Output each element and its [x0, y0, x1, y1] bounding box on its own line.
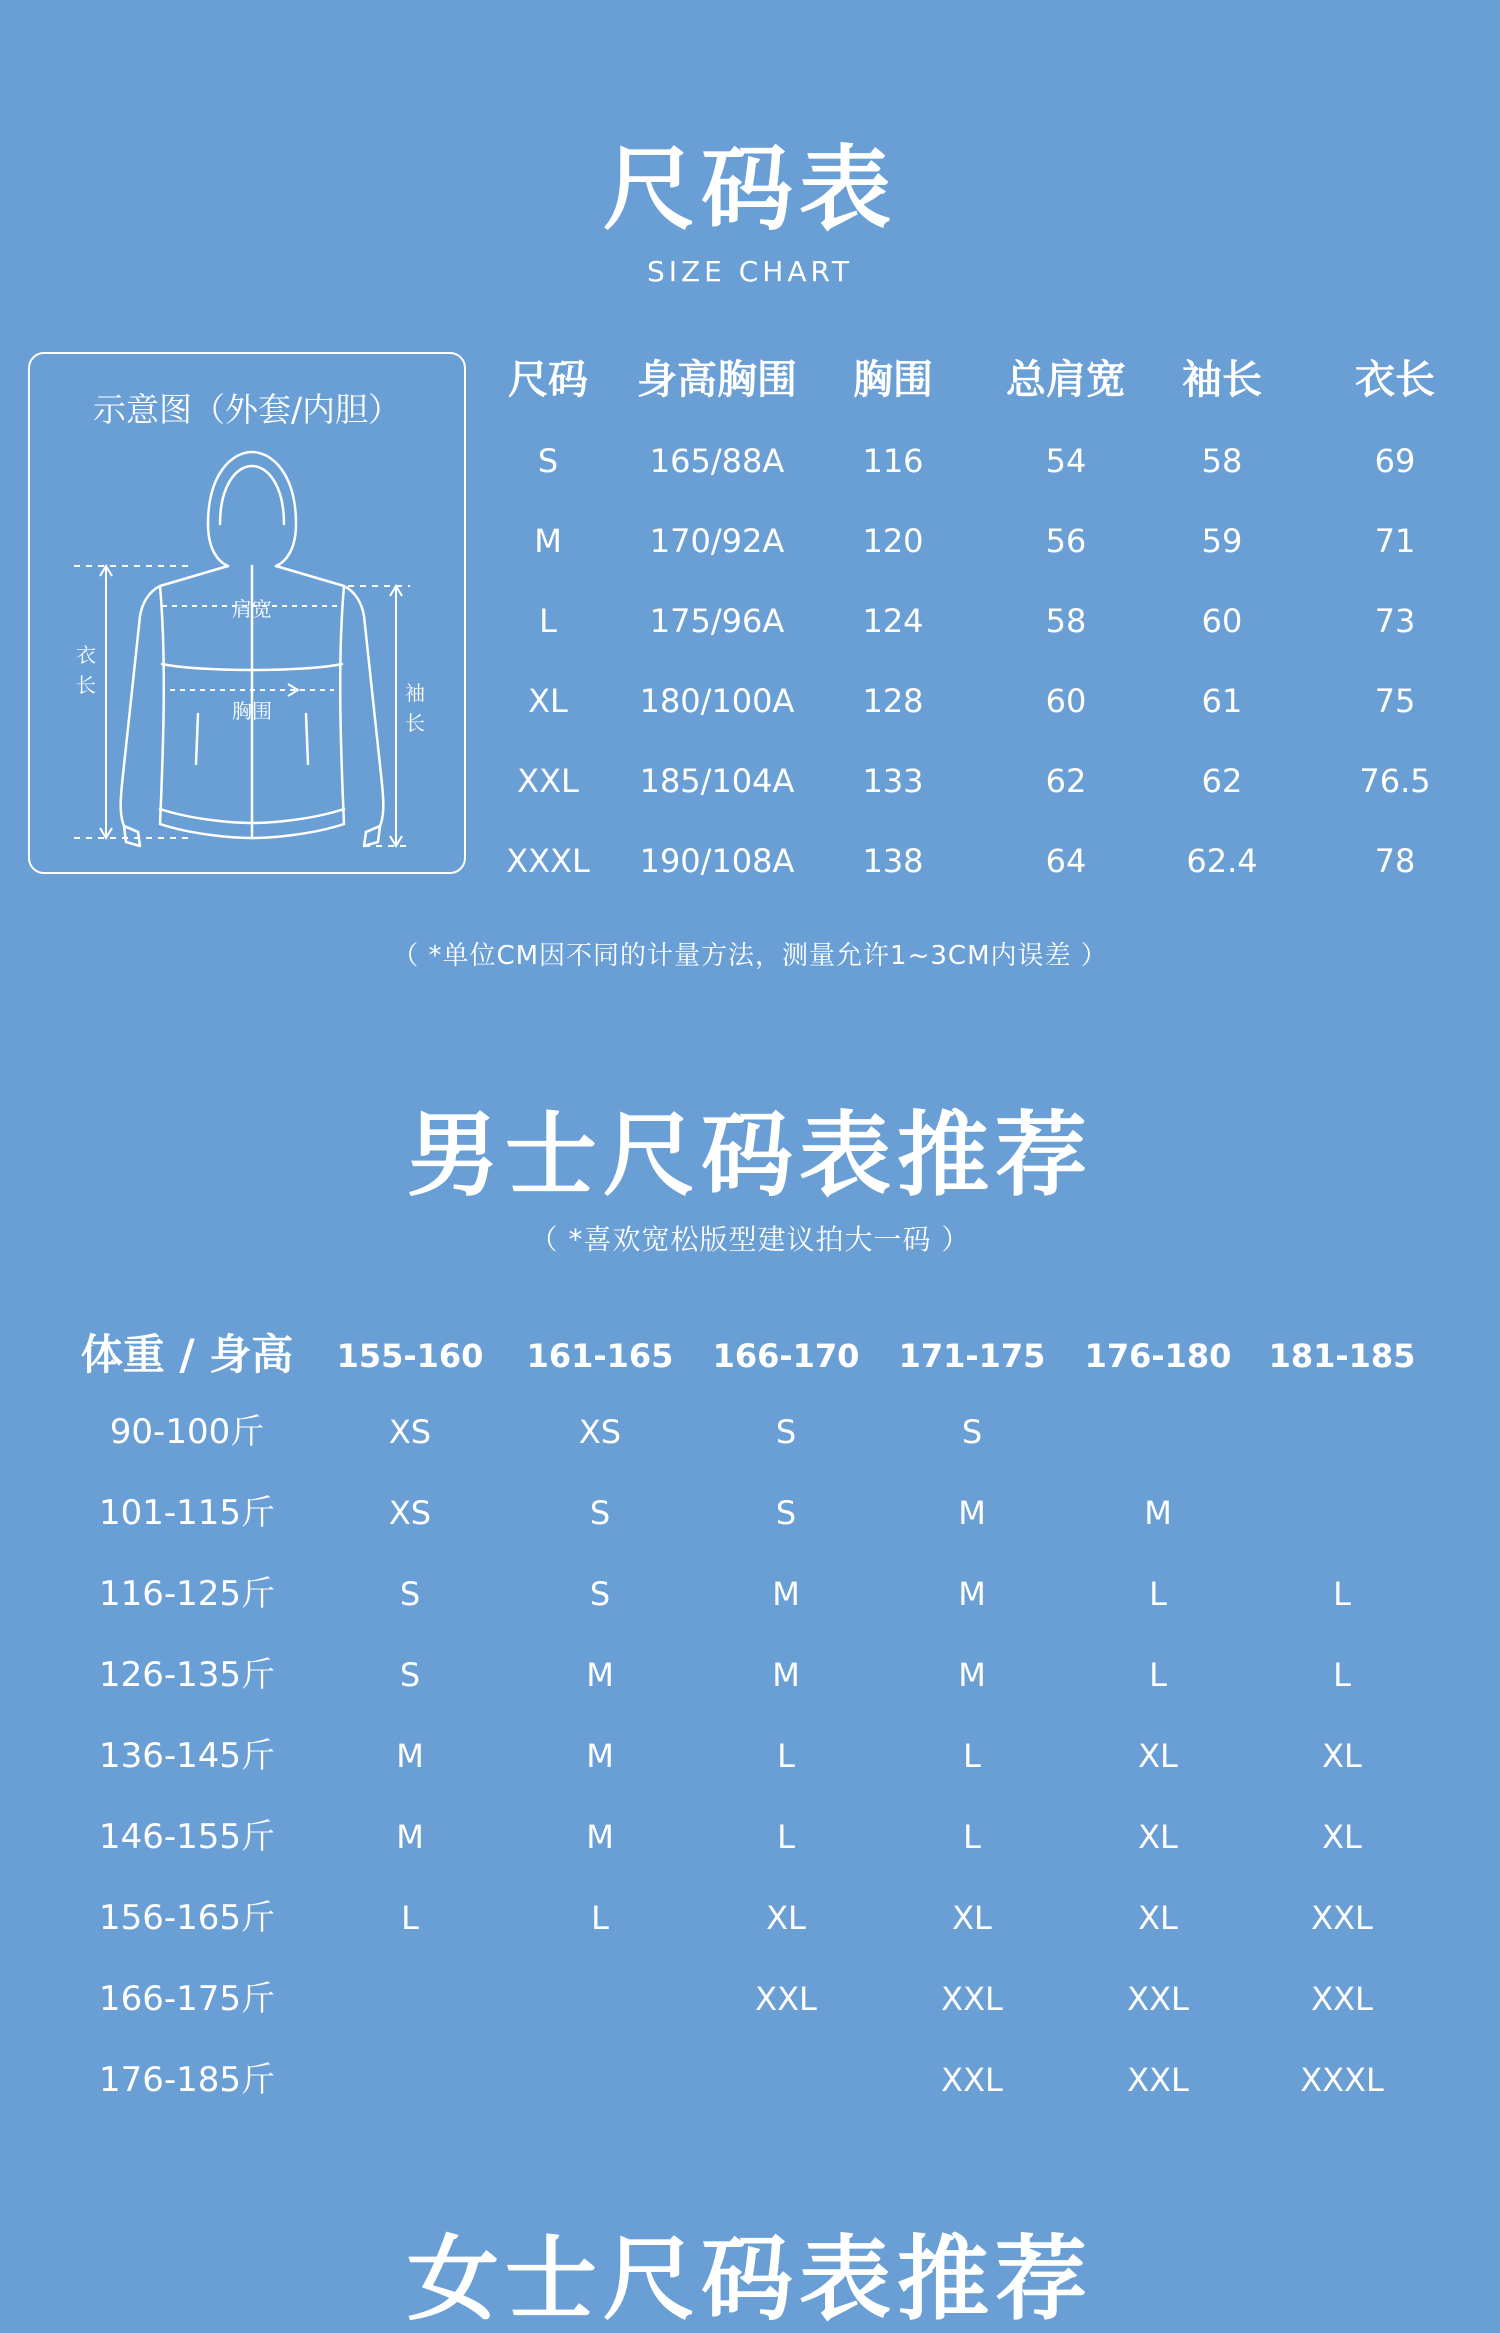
recommended-size-cell: S: [399, 1575, 421, 1613]
recommended-size-cell: M: [772, 1575, 800, 1613]
size-table-cell: 124: [862, 602, 924, 640]
recommended-size-cell: XL: [1138, 1818, 1178, 1856]
weight-range-label: 116-125斤: [98, 1574, 276, 1614]
size-table-cell: L: [539, 602, 557, 640]
recommended-size-cell: M: [1144, 1494, 1172, 1532]
recommended-size-cell: XS: [578, 1413, 622, 1451]
size-table-cell: XXL: [517, 762, 579, 800]
weight-range-label: 176-185斤: [98, 2060, 276, 2100]
recommended-size-cell: L: [777, 1818, 795, 1856]
size-table-cell: 75: [1374, 682, 1416, 720]
jacket-outline-icon: [30, 354, 468, 876]
size-table-cell: 133: [862, 762, 924, 800]
size-table-cell: 58: [1045, 602, 1087, 640]
size-chart-title: 尺码表: [602, 136, 897, 243]
recommended-size-cell: XXL: [1311, 1899, 1373, 1937]
recommended-size-cell: L: [1149, 1656, 1167, 1694]
recommended-size-cell: L: [1333, 1656, 1351, 1694]
size-table-cell: 54: [1045, 442, 1087, 480]
size-table-header: 尺码: [508, 357, 588, 403]
size-table-header: 胸围: [853, 357, 933, 403]
recommended-size-cell: S: [775, 1494, 797, 1532]
size-table-cell: 62.4: [1186, 842, 1258, 880]
recommended-size-cell: L: [1149, 1575, 1167, 1613]
sleeve-label-2: 长: [405, 711, 425, 735]
recommended-size-cell: M: [586, 1818, 614, 1856]
recommended-size-cell: S: [775, 1413, 797, 1451]
women-recommendation-title: 女士尺码表推荐: [406, 2226, 1093, 2333]
recommended-size-cell: M: [396, 1818, 424, 1856]
size-table-cell: 170/92A: [649, 522, 785, 560]
recommendation-header: 166-170: [712, 1337, 860, 1375]
recommended-size-cell: S: [589, 1494, 611, 1532]
recommended-size-cell: M: [958, 1575, 986, 1613]
recommended-size-cell: XL: [1138, 1737, 1178, 1775]
size-table-header: 身高胸围: [637, 357, 797, 403]
size-table-cell: 120: [862, 522, 924, 560]
recommended-size-cell: M: [958, 1656, 986, 1694]
recommendation-header: 176-180: [1084, 1337, 1232, 1375]
recommended-size-cell: XXL: [1127, 1980, 1189, 2018]
size-table-cell: XXXL: [506, 842, 590, 880]
recommended-size-cell: XL: [766, 1899, 806, 1937]
weight-range-label: 146-155斤: [98, 1817, 276, 1857]
length-label-2: 长: [76, 673, 96, 697]
size-table-cell: 62: [1045, 762, 1087, 800]
sleeve-label-1: 袖: [405, 681, 425, 705]
recommended-size-cell: XS: [388, 1413, 432, 1451]
size-table-cell: 60: [1201, 602, 1243, 640]
size-chart-subtitle: SIZE CHART: [646, 255, 854, 288]
recommended-size-cell: L: [777, 1737, 795, 1775]
size-table-cell: 71: [1374, 522, 1416, 560]
size-table-cell: 138: [862, 842, 924, 880]
length-label-1: 衣: [76, 643, 96, 667]
recommended-size-cell: L: [963, 1818, 981, 1856]
size-table-cell: 62: [1201, 762, 1243, 800]
weight-range-label: 101-115斤: [98, 1493, 276, 1533]
size-table-cell: 116: [862, 442, 924, 480]
shoulder-label: 肩宽: [232, 597, 272, 621]
chest-label: 胸围: [232, 699, 272, 723]
size-table-cell: 61: [1201, 682, 1243, 720]
recommended-size-cell: L: [963, 1737, 981, 1775]
men-recommendation-title: 男士尺码表推荐: [406, 1102, 1093, 1209]
size-table-header: 衣长: [1355, 357, 1435, 403]
size-table-cell: 165/88A: [649, 442, 785, 480]
recommendation-header: 体重 / 身高: [80, 1330, 294, 1379]
size-table-header: 总肩宽: [1006, 357, 1126, 403]
recommended-size-cell: M: [958, 1494, 986, 1532]
recommended-size-cell: XS: [388, 1494, 432, 1532]
size-table-cell: 128: [862, 682, 924, 720]
recommended-size-cell: L: [401, 1899, 419, 1937]
recommended-size-cell: XL: [1138, 1899, 1178, 1937]
size-table-cell: 64: [1045, 842, 1087, 880]
recommended-size-cell: S: [589, 1575, 611, 1613]
recommendation-header: 171-175: [898, 1337, 1046, 1375]
recommended-size-cell: XL: [952, 1899, 992, 1937]
weight-range-label: 136-145斤: [98, 1736, 276, 1776]
recommended-size-cell: L: [591, 1899, 609, 1937]
weight-range-label: 166-175斤: [98, 1979, 276, 2019]
recommended-size-cell: XXXL: [1300, 2061, 1384, 2099]
size-table-cell: XL: [528, 682, 568, 720]
size-table-cell: 185/104A: [639, 762, 795, 800]
recommended-size-cell: L: [1333, 1575, 1351, 1613]
size-table-cell: 76.5: [1359, 762, 1431, 800]
size-table-cell: 59: [1201, 522, 1243, 560]
recommended-size-cell: XXL: [755, 1980, 817, 2018]
recommended-size-cell: XL: [1322, 1737, 1362, 1775]
recommended-size-cell: M: [586, 1737, 614, 1775]
jacket-diagram: [28, 352, 466, 874]
weight-range-label: 156-165斤: [98, 1898, 276, 1938]
recommended-size-cell: XXL: [941, 2061, 1003, 2099]
size-table-cell: 73: [1374, 602, 1416, 640]
weight-range-label: 90-100斤: [109, 1412, 265, 1452]
diagram-caption: 示意图（外套/内胆）: [92, 390, 402, 429]
recommended-size-cell: XXL: [1311, 1980, 1373, 2018]
measurement-note: （ *单位CM因不同的计量方法，测量允许1~3CM内误差 ）: [392, 941, 1108, 971]
size-table-cell: 56: [1045, 522, 1087, 560]
recommended-size-cell: M: [586, 1656, 614, 1694]
size-table-cell: 60: [1045, 682, 1087, 720]
recommended-size-cell: XXL: [941, 1980, 1003, 2018]
size-table-cell: 175/96A: [649, 602, 785, 640]
recommended-size-cell: XXL: [1127, 2061, 1189, 2099]
recommendation-header: 181-185: [1268, 1337, 1416, 1375]
weight-range-label: 126-135斤: [98, 1655, 276, 1695]
size-table-cell: S: [537, 442, 559, 480]
recommended-size-cell: S: [961, 1413, 983, 1451]
recommended-size-cell: S: [399, 1656, 421, 1694]
size-table-header: 袖长: [1182, 357, 1262, 403]
size-table-cell: M: [534, 522, 562, 560]
size-table-cell: 180/100A: [639, 682, 795, 720]
size-table-cell: 69: [1374, 442, 1416, 480]
recommended-size-cell: XL: [1322, 1818, 1362, 1856]
men-recommendation-note: （ *喜欢宽松版型建议拍大一码 ）: [529, 1223, 971, 1256]
recommended-size-cell: M: [772, 1656, 800, 1694]
size-table-cell: 78: [1374, 842, 1416, 880]
recommendation-header: 161-165: [526, 1337, 674, 1375]
recommended-size-cell: M: [396, 1737, 424, 1775]
size-table-cell: 190/108A: [639, 842, 795, 880]
size-table-cell: 58: [1201, 442, 1243, 480]
recommendation-header: 155-160: [336, 1337, 484, 1375]
